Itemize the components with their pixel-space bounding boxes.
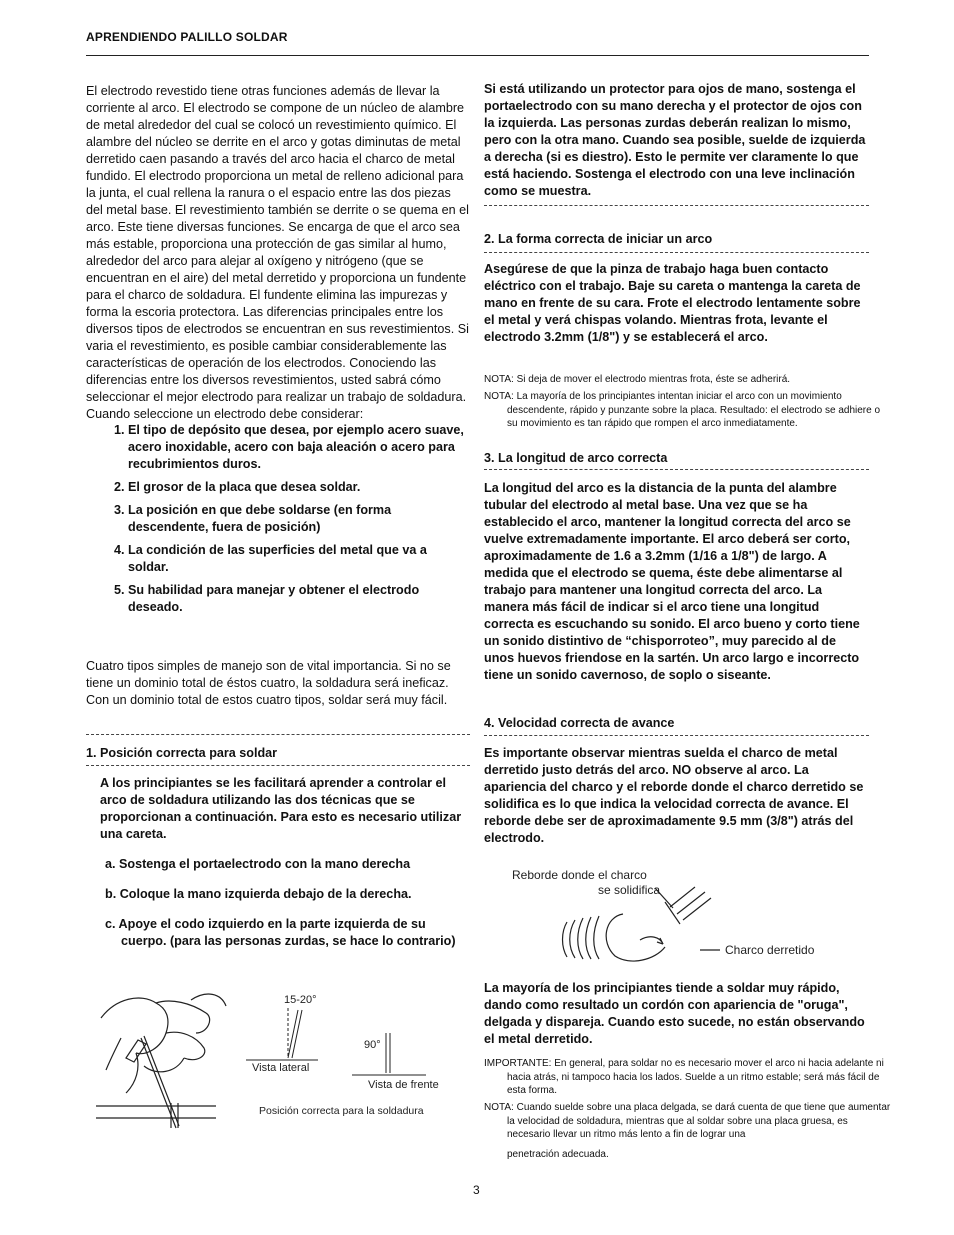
side-view-diagram bbox=[246, 1008, 318, 1060]
ridge-label: Reborde donde el charco bbox=[512, 868, 647, 882]
ridge-label-cont: se solidifica bbox=[598, 883, 661, 897]
section-2-body: Asegúrese de que la pinza de trabajo haga buen contacto eléctrico con el trabajo. Baje su careta o mantenga la careta de mano en frente de su cara. Frote el electrodo lentamente sobre el metal y verá chispas volando. Mientras frota, levante el electrodo 3.2mm (1/8") y se establecerá el arco. bbox=[484, 262, 861, 344]
note-2: NOTA: La mayoría de los principiantes intentan iniciar el arco con un movimiento descendente, rápido y punzante sobre la placa. Resultado: el electrodo se adhiere o su movimiento es tan rápido que rompen el arco inmediatamente. bbox=[484, 391, 881, 429]
section-divider bbox=[86, 765, 470, 766]
section-2-title: 2. La forma correcta de iniciar un arco bbox=[484, 232, 713, 246]
puddle-label: Charco derretido bbox=[725, 943, 815, 957]
step-a: a. Sostenga el portaelectrodo con la mano derecha bbox=[105, 857, 411, 871]
section-1-title: 1. Posición correcta para soldar bbox=[86, 746, 278, 760]
section-divider bbox=[484, 469, 869, 470]
list-item: 2. El grosor de la placa que desea soldar. bbox=[114, 480, 361, 494]
left-column bbox=[86, 83, 470, 423]
note-3: NOTA: Cuando suelde sobre una placa delgada, se dará cuenta de que tiene que aumentar la velocidad de soldadura, mientras que al soldar sobre una placa gruesa, es necesario llevar un ritmo más lento a fin de lograr una bbox=[484, 1102, 891, 1140]
section-3-title: 3. La longitud de arco correcta bbox=[484, 451, 668, 465]
weld-bead-illustration bbox=[563, 887, 721, 961]
list-item: 4. La condición de las superficies del metal que va a soldar. bbox=[114, 543, 427, 574]
figure-caption: Posición correcta para la soldadura bbox=[259, 1105, 424, 1117]
list-item: 5. Su habilidad para manejar y obtener el electrodo deseado. bbox=[114, 583, 420, 614]
section-divider bbox=[484, 252, 869, 253]
hand-shield-paragraph: Si está utilizando un protector para ojos de mano, sostenga el portaelectrodo con su mano derecha y el protector de ojos con la izquierda. Las personas zurdas deberán realizan lo mismo, pero con la otra mano. Cuando sea posible, suelde de izquierda a derecha (si es diestro). Esto le permite ver claramente lo que está haciendo. Sostenga el electrodo con una leve inclinación como se muestra. bbox=[484, 82, 866, 198]
page-number: 3 bbox=[473, 1183, 480, 1197]
four-types-paragraph: Cuatro tipos simples de manejo son de vital importancia. Si no se tiene un dominio total de éstos cuatro, la soldadura será ineficaz. Con un dominio total de estos cuatro tipos, soldar será muy fácil. bbox=[86, 659, 451, 707]
header-rule bbox=[86, 55, 869, 56]
section-4-body: Es importante observar mientras suelda el charco de metal derretido justo detrás del arco. NO observe al arco. La apariencia del charco y el reborde donde el charco derretido se solidifica es lo que indica la velocidad correcta de avance. El reborde debe ser de aproximadamente 9.5 mm (3/8") atrás del electrodo. bbox=[484, 746, 864, 845]
note-3-end: penetración adecuada. bbox=[507, 1149, 609, 1160]
important-note: IMPORTANTE: En general, para soldar no es necesario mover el arco ni hacia adelante ni hacia atrás, ni tampoco hacia los lados. Suelde a un ritmo estable; será más fácil de esta forma. bbox=[484, 1058, 884, 1096]
step-c: c. Apoye el codo izquierdo en la parte izquierda de su cuerpo. (para las personas zurdas, se hace lo contrario) bbox=[105, 917, 456, 948]
section-divider bbox=[484, 735, 869, 736]
page-header: APRENDIENDO PALILLO SOLDAR bbox=[86, 30, 288, 44]
front-view-label: Vista de frente bbox=[368, 1079, 439, 1091]
right-angle-label: 90° bbox=[364, 1039, 381, 1051]
angle-label: 15-20° bbox=[284, 994, 317, 1006]
section-1-body: A los principiantes se les facilitará aprender a controlar el arco de soldadura utilizando las dos técnicas que se proporcionan a continuación. Para esto es necesario utilizar una careta. bbox=[100, 776, 462, 841]
section-divider bbox=[86, 734, 470, 735]
section-3-body: La longitud del arco es la distancia de la punta del alambre tubular del electrodo al metal base. Una vez que se ha establecido el arco, mantener la longitud correcta del arco se vuelve extremadamente importante. El arco deberá ser corto, aproximadamente de 1.6 a 3.2mm (1/16 a 1/8") de largo. A medida que el electrodo se quema, éste debe alimentarse al trabajo para mantener una longitud correcta del arco. La manera más fácil de indicar si el arco tiene una longitud correcta es escuchando su sonido. El arco bueno y corto tiene un sonido distintivo de “chisporroteo”, muy parecido al de unos huevos friendose en la sartén. Un arco largo e incorrecto tiene un sonido cavernoso, de soplo o siseante. bbox=[484, 481, 860, 682]
list-item: 1. El tipo de depósito que desea, por ejemplo acero suave, acero inoxidable, acero con baja aleación o acero para recubrimientos duros. bbox=[114, 423, 464, 471]
weld-puddle-figure bbox=[505, 862, 850, 967]
step-b: b. Coloque la mano izquierda debajo de la derecha. bbox=[105, 887, 412, 901]
intro-paragraph: El electrodo revestido tiene otras funciones además de llevar la corriente al arco. El electrodo se compone de un núcleo de alambre de metal alrededor del cual se colocó un revestimiento químico. El alambre del núcleo se derrite en el arco y gotas diminutas de metal derretido caen pasando a través del arco hacia el charco de metal fundido. El electrodo proporciona un metal de relleno adicional para la junta, el cual rellena la ranura o el espacio entre las dos piezas del metal base. El revestimiento también se derrite o se quema en el arco. Este tiene diversas funciones. Se encarga de que el arco sea más estable, proporciona una protección de gas similar al humo, alrededor del arco para alejar al oxígeno y nitrógeno (que se encuentran en el aire) del metal derretido y proporciona un fundente para el charco de soldadura. El fundente elimina las impurezas y forma la escoria protectora. Las diferencias principales entre los diversos tipos de electrodos se encuentran en sus revestimientos. Si varia el revestimiento, es posible cambiar considerablemente las características de operación de los electrodos. Conociendo las diferencias entre los diversos revestimientos, usted sabrá cómo seleccionar el mejor electrodo para realizar un trabajo de soldadura. Cuando seleccione un electrodo debe considerar: bbox=[86, 84, 469, 421]
electrode-considerations-list bbox=[86, 422, 470, 622]
section-divider bbox=[484, 205, 869, 206]
beginners-paragraph: La mayoría de los principiantes tiende a soldar muy rápido, dando como resultado un cordón con apariencia de "oruga", delgada y dispareja. Cuando esto sucede, no están observando el metal derretido. bbox=[484, 981, 865, 1046]
welding-position-figure bbox=[96, 978, 476, 1148]
hand-holding-electrode-illustration bbox=[96, 994, 226, 1128]
list-item: 3. La posición en que debe soldarse (en forma descendente, fuera de posición) bbox=[114, 503, 392, 534]
side-view-label: Vista lateral bbox=[252, 1062, 310, 1074]
note-1: NOTA: Si deja de mover el electrodo mientras frota, éste se adherirá. bbox=[484, 374, 791, 385]
section-4-title: 4. Velocidad correcta de avance bbox=[484, 716, 675, 730]
